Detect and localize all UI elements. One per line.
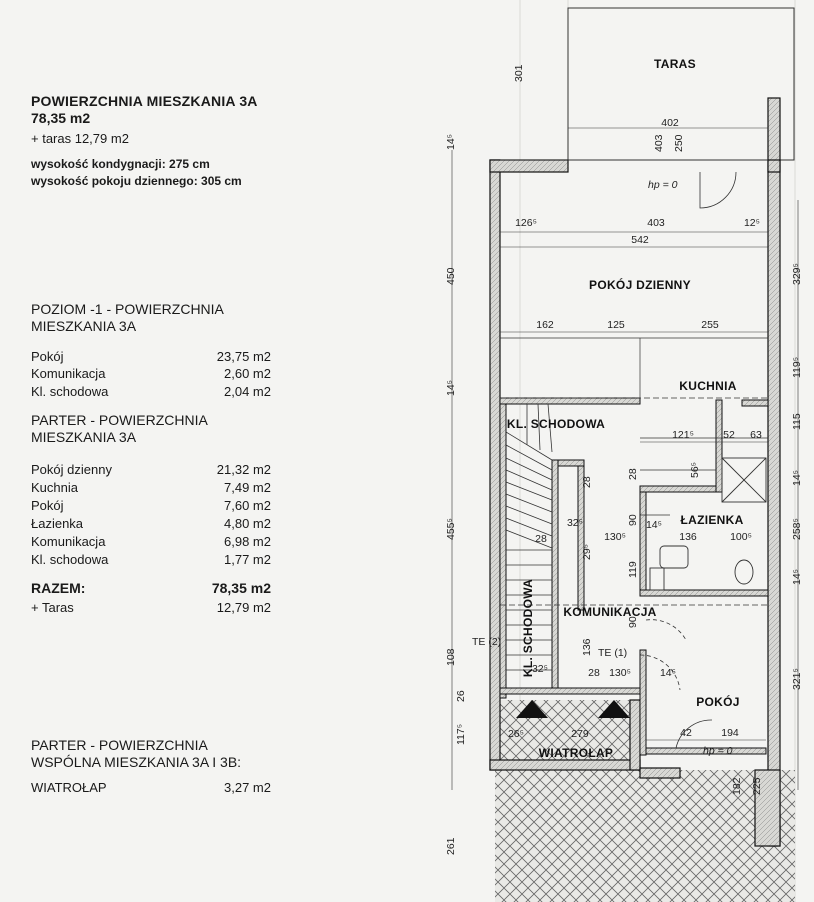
area-row-value: 4,80 m2 <box>224 516 271 531</box>
dim-label: 403 <box>653 134 665 152</box>
area-row-value: 2,60 m2 <box>224 366 271 381</box>
dim-label: 14⁵ <box>791 469 803 486</box>
te2-tag: TE (2) <box>472 636 502 648</box>
room-label-pokoj: POKÓJ <box>696 695 740 709</box>
dim-label: 14⁵ <box>445 133 457 150</box>
ground-title-line2: MIESZKANIA 3A <box>31 429 137 445</box>
total-row <box>31 580 271 598</box>
total-label: RAZEM: <box>31 580 86 596</box>
dim-label: 261 <box>445 837 457 855</box>
dim-label: 12⁵ <box>743 217 761 229</box>
room-label-wiatrolap: WIATROŁAP <box>538 746 614 760</box>
level-marker: hp = 0 <box>648 179 678 191</box>
area-row-label: Pokój <box>31 349 64 364</box>
area-row-value: 3,27 m2 <box>224 780 271 795</box>
area-row-value: 6,98 m2 <box>224 534 271 549</box>
terrace-area: + taras 12,79 m2 <box>31 131 129 146</box>
area-row-label: Pokój <box>31 498 64 513</box>
dim-label: 130⁵ <box>604 531 626 543</box>
dim-label: 14⁵ <box>445 379 457 396</box>
area-row <box>31 384 271 402</box>
room-label-kl-schodowa: KL. SCHODOWA <box>506 417 606 431</box>
area-row-label: Komunikacja <box>31 534 106 549</box>
ground-title-line1: PARTER - POWIERZCHNIA <box>31 412 208 428</box>
total-terrace-value: 12,79 m2 <box>216 600 271 615</box>
dim-label: 250 <box>673 134 685 152</box>
area-row-label: Kl. schodowa <box>31 552 109 567</box>
room-label-kuchnia: KUCHNIA <box>679 379 737 393</box>
area-row-label: Kl. schodowa <box>31 384 109 399</box>
area-row <box>31 366 271 384</box>
area-row-label: Pokój dzienny <box>31 462 112 477</box>
dim-label: 28 <box>535 533 547 545</box>
area-row-value: 2,04 m2 <box>224 384 271 399</box>
dim-label: 136 <box>581 638 593 656</box>
dim-label: 225 <box>751 777 763 795</box>
dim-label: 450 <box>445 267 457 285</box>
area-row <box>31 462 271 480</box>
dim-label: 100⁵ <box>730 531 752 543</box>
apartment-title: POWIERZCHNIA MIESZKANIA 3A <box>31 93 258 109</box>
area-row-value: 21,32 m2 <box>216 462 271 477</box>
level-minus1-title <box>31 301 291 335</box>
area-row-value: 23,75 m2 <box>216 349 271 364</box>
dim-label: 117⁵ <box>455 723 467 745</box>
dim-label: 182 <box>731 777 743 795</box>
area-row-label: Komunikacja <box>31 366 106 381</box>
level-minus1-title-line1: POZIOM -1 - POWIERZCHNIA <box>31 301 224 317</box>
storey-height: wysokość kondygnacji: 275 cm <box>31 157 210 171</box>
total-terrace-row <box>31 600 271 618</box>
dim-label: 26 <box>455 690 467 702</box>
dim-label: 42 <box>680 727 692 739</box>
area-row <box>31 780 271 798</box>
dim-label: 119 <box>627 561 639 578</box>
ground-floor-title <box>31 412 291 446</box>
dim-label: 90 <box>627 514 639 526</box>
area-row-value: 7,49 m2 <box>224 480 271 495</box>
area-row-value: 1,77 m2 <box>224 552 271 567</box>
dim-label: 321⁵ <box>791 668 803 690</box>
area-row <box>31 552 271 570</box>
area-row <box>31 534 271 552</box>
level-marker: hp = 0 <box>703 745 733 757</box>
dim-label: 121⁵ <box>672 429 694 441</box>
room-label-lazienka: ŁAZIENKA <box>680 513 744 527</box>
dim-label: 14⁵ <box>791 568 803 585</box>
shared-title-line1: PARTER - POWIERZCHNIA <box>31 737 208 753</box>
dim-label: 258⁵ <box>791 518 803 540</box>
dim-label: 26⁵ <box>507 728 525 740</box>
area-row-label: Łazienka <box>31 516 84 531</box>
dim-label: 63 <box>750 429 762 441</box>
area-row <box>31 516 271 534</box>
room-label-kl-schodowa-vertical: KL. SCHODOWA <box>521 578 535 678</box>
area-row <box>31 498 271 516</box>
area-row-label: WIATROŁAP <box>31 780 107 795</box>
dim-label: 402 <box>661 117 679 129</box>
te1-tag: TE (1) <box>598 647 628 659</box>
dim-label: 14⁵ <box>645 519 663 531</box>
dim-label: 32⁵ <box>531 663 549 675</box>
dim-label: 119⁵ <box>791 356 803 378</box>
level-minus1-title-line2: MIESZKANIA 3A <box>31 318 137 334</box>
dim-label: 56⁵ <box>689 461 701 478</box>
dim-label: 279 <box>571 728 589 740</box>
shared-area-title <box>31 737 291 771</box>
room-label-komunikacja: KOMUNIKACJA <box>563 605 657 619</box>
dim-label: 28 <box>581 476 593 488</box>
dim-label: 14⁵ <box>659 667 677 679</box>
floor-plan <box>420 0 814 902</box>
dim-label: 162 <box>536 319 554 331</box>
area-row-value: 7,60 m2 <box>224 498 271 513</box>
dim-label: 90 <box>627 616 639 628</box>
dim-label: 126⁵ <box>515 217 537 229</box>
living-room-height: wysokość pokoju dziennego: 305 cm <box>31 174 242 188</box>
dim-label: 455⁵ <box>445 518 457 540</box>
entrance-paving <box>495 770 795 902</box>
dim-label: 136 <box>679 531 697 543</box>
area-row <box>31 349 271 367</box>
apartment-area: 78,35 m2 <box>31 110 91 126</box>
area-row-label: Kuchnia <box>31 480 78 495</box>
area-row <box>31 480 271 498</box>
dim-label: 52 <box>723 429 735 441</box>
dim-label: 32⁵ <box>566 517 584 529</box>
dim-label: 329⁵ <box>791 263 803 285</box>
dim-label: 403 <box>647 217 665 229</box>
shared-title-line2: WSPÓLNA MIESZKANIA 3A I 3B: <box>31 754 242 770</box>
dim-label: 115 <box>791 413 803 430</box>
room-label-pokoj-dzienny: POKÓJ DZIENNY <box>589 278 691 292</box>
total-value: 78,35 m2 <box>211 580 271 596</box>
total-terrace-label: + Taras <box>31 600 74 615</box>
dim-label: 130⁵ <box>609 667 631 679</box>
dim-label: 194 <box>721 727 739 739</box>
dim-label: 255 <box>701 319 719 331</box>
dim-label: 29⁵ <box>581 543 593 560</box>
dim-label: 125 <box>607 319 625 331</box>
dim-label: 28 <box>627 468 639 480</box>
dim-label: 301 <box>513 64 525 82</box>
room-label-taras: TARAS <box>654 57 696 71</box>
dim-label: 28 <box>588 667 600 679</box>
dim-label: 108 <box>445 648 457 666</box>
dim-label: 542 <box>631 234 649 246</box>
